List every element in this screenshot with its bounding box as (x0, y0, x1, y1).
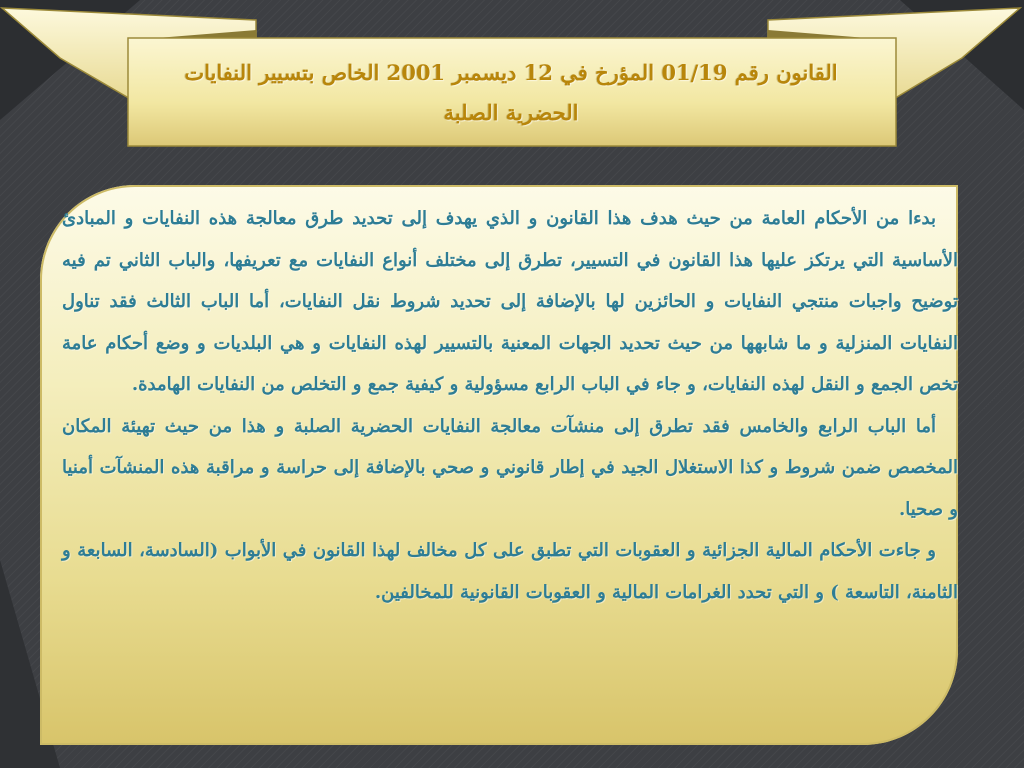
paragraph-1: بدءا من الأحكام العامة من حيث هدف هذا القانون و الذي يهدف إلى تحديد طرق معالجة هذه النفايات و المبادئ الأساسية التي يرتكز عليها هذا القانون في التسيير، تطرق إلى مختلف أنواع النفايات مع تعريفها، والباب الثاني تم فيه توضيح واجبات منتجي النفايات و الحائزين لها بالإضافة إلى تحديد شروط نقل النفايات، أما الباب الثالث فقد تناول النفايات المنزلية و ما شابهها من حيث تحديد الجهات المعنية بالتسيير لهذه النفايات و هي البلديات و وضع أحكام عامة تخص الجمع و النقل لهذه النفايات، و جاء في الباب الرابع مسؤولية و كيفية جمع و التخلص من النفايات الهامدة. (62, 208, 958, 395)
slide-title: القانون رقم 01/19 المؤرخ في 12 ديسمبر 2001 الخاص بتسيير النفايات الحضرية الصلبة (184, 60, 838, 125)
paragraph-2: أما الباب الرابع والخامس فقد تطرق إلى منشآت معالجة النفايات الحضرية الصلبة و هذا من حيث تهيئة المكان المخصص ضمن شروط و كذا الاستغلال الجيد في إطار قانوني و صحي بالإضافة إلى حراسة و مراقبة هذه المنشآت أمنيا و صحيا. (62, 415, 958, 520)
content-text (62, 198, 958, 613)
paragraph-3: و جاءت الأحكام المالية الجزائية و العقوبات التي تطبق على كل مخالف لهذا القانون في الأبواب (السادسة، السابعة و الثامنة، التاسعة ) و التي تحدد الغرامات المالية و العقوبات القانونية للمخالفين. (62, 540, 958, 603)
title-container (132, 40, 890, 146)
